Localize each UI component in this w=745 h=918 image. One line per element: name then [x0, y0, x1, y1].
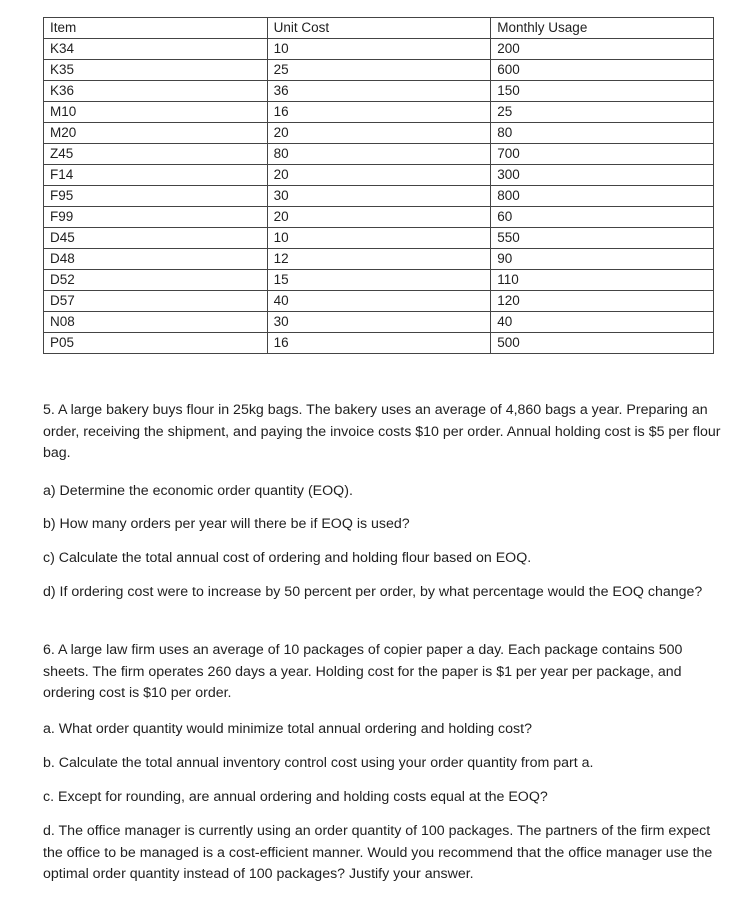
cell-item: D48	[44, 249, 268, 270]
header-item: Item	[44, 18, 268, 39]
table-header-row	[44, 18, 714, 39]
cell-unit-cost: 25	[267, 60, 491, 81]
cell-item: M10	[44, 102, 268, 123]
cell-unit-cost: 16	[267, 333, 491, 354]
cell-monthly-usage: 90	[491, 249, 714, 270]
cell-item: M20	[44, 123, 268, 144]
cell-item: F14	[44, 165, 268, 186]
table-row	[44, 144, 714, 165]
table-row	[44, 270, 714, 291]
cell-item: K35	[44, 60, 268, 81]
cell-unit-cost: 20	[267, 207, 491, 228]
cell-monthly-usage: 700	[491, 144, 714, 165]
cell-monthly-usage: 150	[491, 81, 714, 102]
cell-unit-cost: 80	[267, 144, 491, 165]
cell-unit-cost: 20	[267, 165, 491, 186]
cell-item: F99	[44, 207, 268, 228]
cell-monthly-usage: 500	[491, 333, 714, 354]
header-unit-cost: Unit Cost	[267, 18, 491, 39]
table-row	[44, 39, 714, 60]
cell-unit-cost: 15	[267, 270, 491, 291]
question-6b: b. Calculate the total annual inventory control cost using your order quantity from part a.	[43, 755, 594, 771]
table-row	[44, 186, 714, 207]
table-row	[44, 333, 714, 354]
table-row	[44, 123, 714, 144]
cell-unit-cost: 12	[267, 249, 491, 270]
cell-item: K36	[44, 81, 268, 102]
question-5c: c) Calculate the total annual cost of ordering and holding flour based on EOQ.	[43, 550, 532, 566]
table-row	[44, 228, 714, 249]
cell-monthly-usage: 25	[491, 102, 714, 123]
question-6a: a. What order quantity would minimize total annual ordering and holding cost?	[43, 721, 532, 737]
cell-monthly-usage: 120	[491, 291, 714, 312]
inventory-table	[43, 17, 714, 354]
cell-unit-cost: 10	[267, 39, 491, 60]
cell-unit-cost: 20	[267, 123, 491, 144]
question-6c: c. Except for rounding, are annual ordering and holding costs equal at the EOQ?	[43, 789, 548, 805]
cell-monthly-usage: 300	[491, 165, 714, 186]
table-row	[44, 291, 714, 312]
cell-monthly-usage: 40	[491, 312, 714, 333]
question-6-intro: 6. A large law firm uses an average of 10 packages of copier paper a day. Each package contains 500 sheets. The firm operates 260 days a year. Holding cost for the paper is $1 per year per package, and ordering cost is $10 per order.	[43, 642, 683, 701]
cell-unit-cost: 10	[267, 228, 491, 249]
cell-monthly-usage: 600	[491, 60, 714, 81]
cell-monthly-usage: 60	[491, 207, 714, 228]
table-row	[44, 102, 714, 123]
header-monthly-usage: Monthly Usage	[491, 18, 714, 39]
cell-monthly-usage: 800	[491, 186, 714, 207]
table-row	[44, 249, 714, 270]
table-row	[44, 60, 714, 81]
cell-item: P05	[44, 333, 268, 354]
question-5b: b) How many orders per year will there be if EOQ is used?	[43, 516, 410, 532]
cell-unit-cost: 30	[267, 312, 491, 333]
cell-item: Z45	[44, 144, 268, 165]
question-5-intro: 5. A large bakery buys flour in 25kg bags. The bakery uses an average of 4,860 bags a year. Preparing an order, receiving the shipment, and paying the invoice costs $10 per order. Annual holding cost is $5 per flour bag.	[43, 402, 721, 461]
cell-unit-cost: 36	[267, 81, 491, 102]
cell-unit-cost: 40	[267, 291, 491, 312]
cell-item: K34	[44, 39, 268, 60]
question-5d: d) If ordering cost were to increase by 50 percent per order, by what percentage would the EOQ change?	[43, 584, 703, 600]
cell-monthly-usage: 550	[491, 228, 714, 249]
cell-item: F95	[44, 186, 268, 207]
question-5a: a) Determine the economic order quantity (EOQ).	[43, 483, 353, 499]
table-row	[44, 312, 714, 333]
question-6d: d. The office manager is currently using an order quantity of 100 packages. The partners of the firm expect the office to be managed is a cost-efficient manner. Would you recommend that the office manager use the optimal order quantity instead of 100 packages? Justify your answer.	[43, 823, 713, 882]
cell-item: D45	[44, 228, 268, 249]
cell-item: N08	[44, 312, 268, 333]
table-row	[44, 81, 714, 102]
table-row	[44, 165, 714, 186]
cell-item: D57	[44, 291, 268, 312]
cell-monthly-usage: 80	[491, 123, 714, 144]
cell-unit-cost: 16	[267, 102, 491, 123]
cell-unit-cost: 30	[267, 186, 491, 207]
cell-monthly-usage: 110	[491, 270, 714, 291]
table-row	[44, 207, 714, 228]
cell-item: D52	[44, 270, 268, 291]
cell-monthly-usage: 200	[491, 39, 714, 60]
